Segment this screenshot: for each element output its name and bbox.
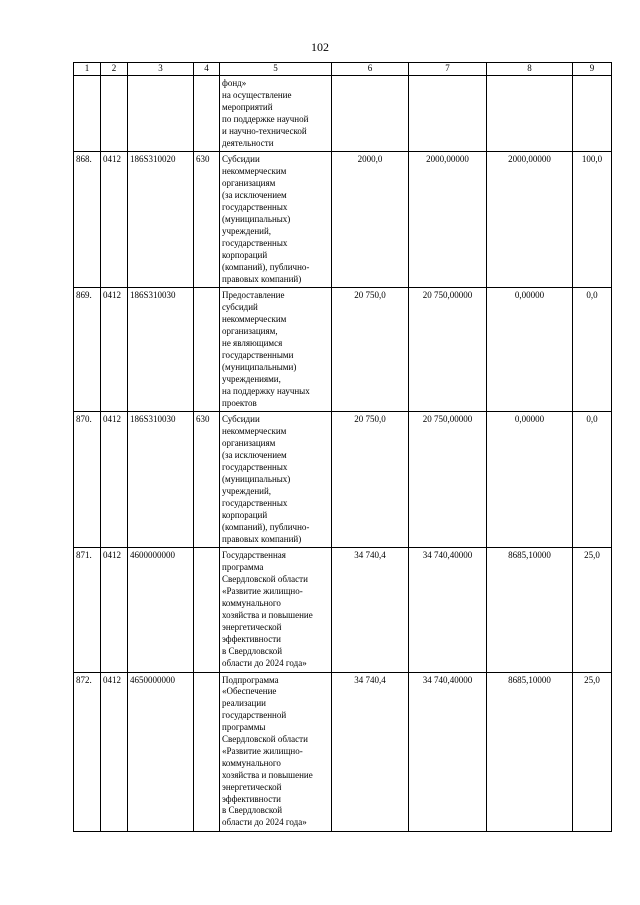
percent-cell: 0,0 (573, 288, 612, 412)
section-code-cell: 0412 (101, 672, 128, 832)
plan-amount-cell: 34 740,4 (332, 548, 409, 672)
target-code-cell: 186S310020 (128, 152, 194, 288)
plan-amount-cell (332, 76, 409, 152)
section-code-cell: 0412 (101, 288, 128, 412)
percent-cell: 25,0 (573, 548, 612, 672)
row-number-cell: 872. (74, 672, 101, 832)
plan-amount-cell: 34 740,4 (332, 672, 409, 832)
approved-amount-cell: 20 750,00000 (409, 288, 487, 412)
plan-amount-cell: 2000,0 (332, 152, 409, 288)
header-col-8: 8 (487, 63, 573, 76)
row-number-cell: 868. (74, 152, 101, 288)
section-code-cell: 0412 (101, 412, 128, 548)
item-name-cell: Субсидии некоммерческим организациям (за исключением государственных (муниципальных) учреждений, государственных корпораций (компаний), публично- правовых компаний) (220, 152, 332, 288)
expense-type-cell: 630 (194, 412, 220, 548)
table-header-row (74, 63, 612, 76)
header-col-6: 6 (332, 63, 409, 76)
expense-type-cell (194, 672, 220, 832)
percent-cell: 100,0 (573, 152, 612, 288)
plan-amount-cell: 20 750,0 (332, 288, 409, 412)
approved-amount-cell: 34 740,40000 (409, 672, 487, 832)
header-col-1: 1 (74, 63, 101, 76)
header-col-4: 4 (194, 63, 220, 76)
table-row (74, 76, 612, 152)
header-col-2: 2 (101, 63, 128, 76)
executed-amount-cell: 8685,10000 (487, 548, 573, 672)
plan-amount-cell: 20 750,0 (332, 412, 409, 548)
target-code-cell: 186S310030 (128, 288, 194, 412)
expense-type-cell (194, 548, 220, 672)
approved-amount-cell (409, 76, 487, 152)
budget-table (73, 62, 612, 832)
expense-type-cell (194, 76, 220, 152)
target-code-cell: 186S310030 (128, 412, 194, 548)
section-code-cell (101, 76, 128, 152)
table-row (74, 672, 612, 832)
header-col-9: 9 (573, 63, 612, 76)
target-code-cell: 4650000000 (128, 672, 194, 832)
header-col-3: 3 (128, 63, 194, 76)
table-row (74, 152, 612, 288)
percent-cell: 0,0 (573, 412, 612, 548)
percent-cell: 25,0 (573, 672, 612, 832)
row-number-cell: 869. (74, 288, 101, 412)
table-body (74, 76, 612, 832)
executed-amount-cell: 0,00000 (487, 288, 573, 412)
header-col-7: 7 (409, 63, 487, 76)
item-name-cell: Предоставление субсидий некоммерческим организациям, не являющимся государственными (муниципальными) учреждениями, на поддержку научных проектов (220, 288, 332, 412)
target-code-cell: 4600000000 (128, 548, 194, 672)
approved-amount-cell: 2000,00000 (409, 152, 487, 288)
item-name-cell: Государственная программа Свердловской области «Развитие жилищно- коммунального хозяйства и повышение энергетической эффективности в Свердловской области до 2024 года» (220, 548, 332, 672)
row-number-cell (74, 76, 101, 152)
table-row (74, 288, 612, 412)
target-code-cell (128, 76, 194, 152)
row-number-cell: 871. (74, 548, 101, 672)
executed-amount-cell (487, 76, 573, 152)
section-code-cell: 0412 (101, 152, 128, 288)
row-number-cell: 870. (74, 412, 101, 548)
expense-type-cell (194, 288, 220, 412)
item-name-cell: Субсидии некоммерческим организациям (за исключением государственных (муниципальных) учреждений, государственных корпораций (компаний), публично- правовых компаний) (220, 412, 332, 548)
section-code-cell: 0412 (101, 548, 128, 672)
item-name-cell: Подпрограмма «Обеспечение реализации государственной программы Свердловской области «Развитие жилищно- коммунального хозяйства и повышение энергетической эффективности в Свердловской области до 2024 года» (220, 672, 332, 832)
percent-cell (573, 76, 612, 152)
item-name-cell: фонд» на осуществление мероприятий по поддержке научной и научно-технической деятельности (220, 76, 332, 152)
executed-amount-cell: 2000,00000 (487, 152, 573, 288)
table-row (74, 548, 612, 672)
approved-amount-cell: 34 740,40000 (409, 548, 487, 672)
table-row (74, 412, 612, 548)
expense-type-cell: 630 (194, 152, 220, 288)
executed-amount-cell: 0,00000 (487, 412, 573, 548)
page-number: 102 (311, 40, 329, 54)
approved-amount-cell: 20 750,00000 (409, 412, 487, 548)
executed-amount-cell: 8685,10000 (487, 672, 573, 832)
header-col-5: 5 (220, 63, 332, 76)
